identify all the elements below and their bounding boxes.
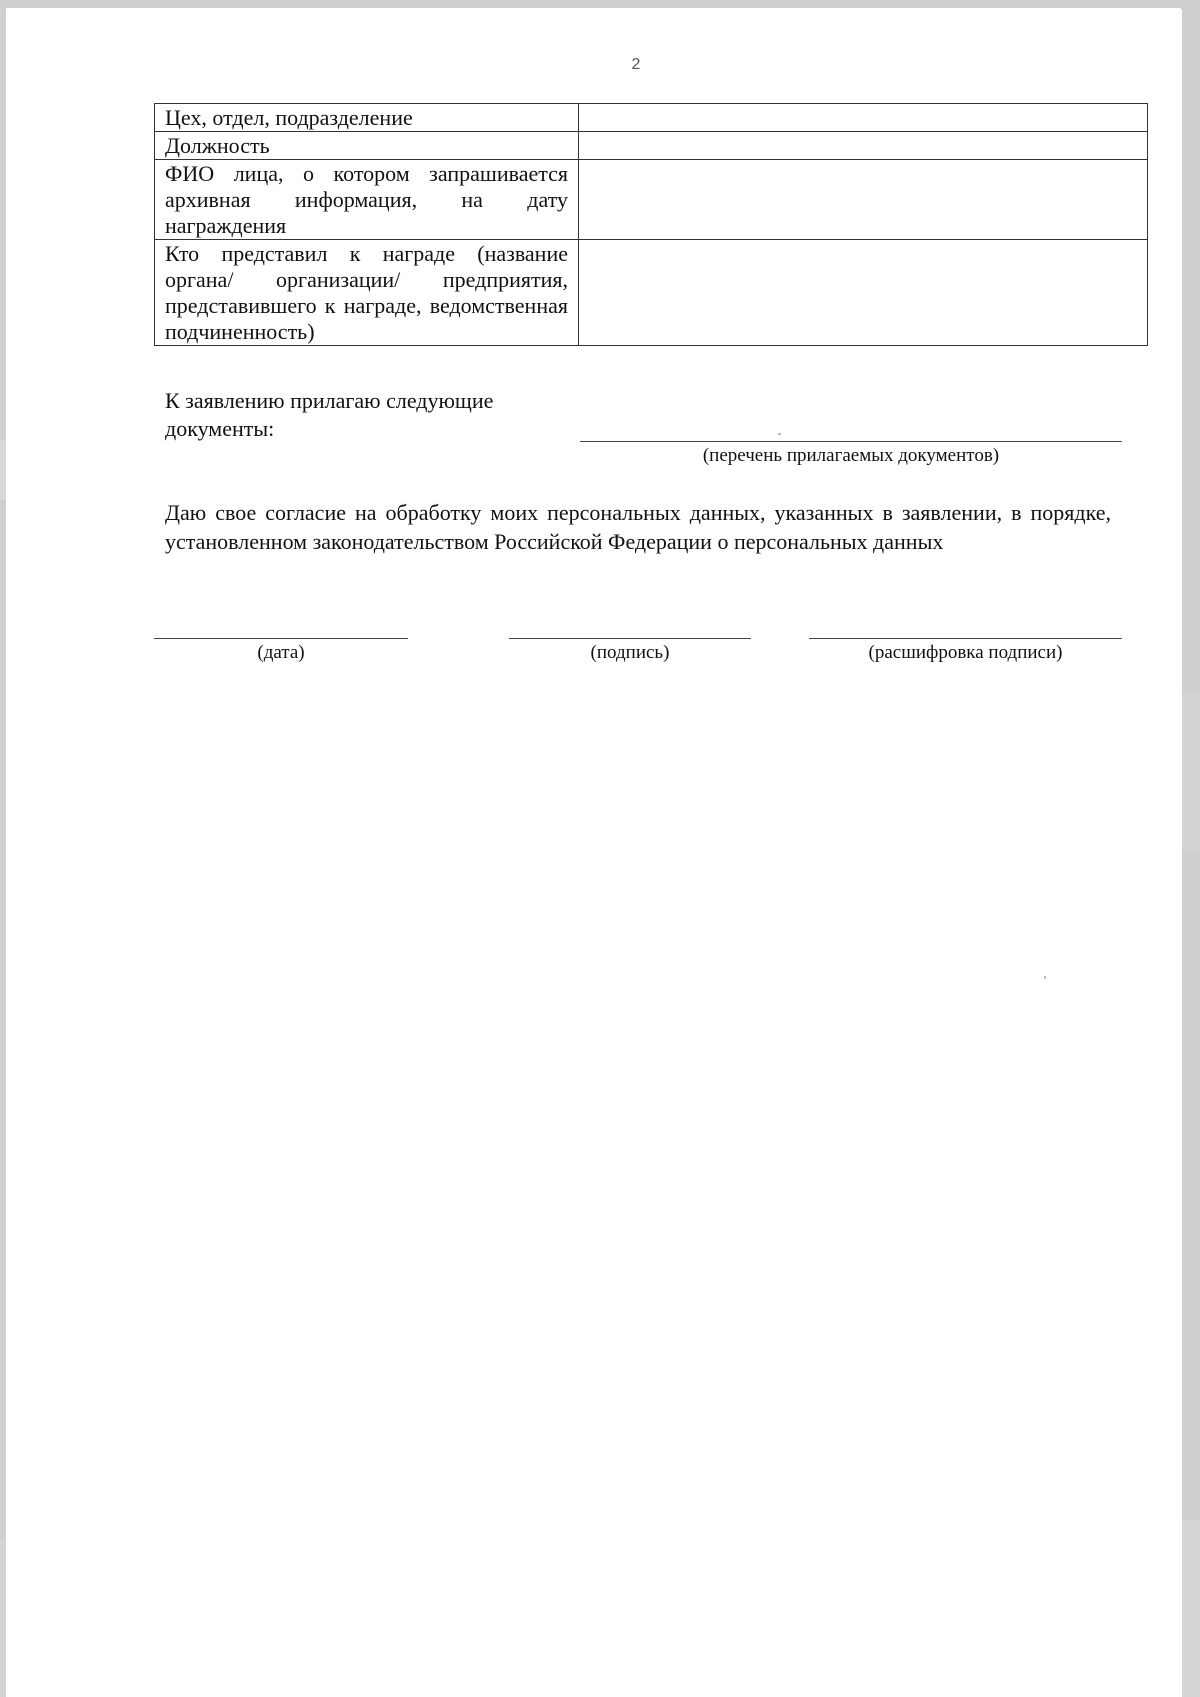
signature-decoding-blank-line[interactable] xyxy=(809,638,1122,639)
archive-request-table xyxy=(154,103,1148,346)
row-label-position: Должность xyxy=(155,132,579,160)
signature-caption: (подпись) xyxy=(590,642,670,663)
row-value-position[interactable] xyxy=(579,132,1148,160)
personal-data-consent-text: Даю свое согласие на обработку моих персональных данных, указанных в заявлении, в порядке, установленном законодательством Российской Федерации о персональных данных xyxy=(165,500,1111,554)
signature-decoding-caption: (расшифровка подписи) xyxy=(868,642,1063,663)
attachments-label: К заявлению прилагаю следующие документы: xyxy=(165,388,494,441)
row-label-full-name: ФИО лица, о котором запрашивается архивная информация, на дату награждения xyxy=(155,160,579,240)
table-row xyxy=(155,104,1148,132)
page-number: 2 xyxy=(631,56,641,73)
signature-blank-line[interactable] xyxy=(509,638,751,639)
row-value-nominated-by[interactable] xyxy=(579,240,1148,346)
table-row xyxy=(155,132,1148,160)
row-value-full-name[interactable] xyxy=(579,160,1148,240)
date-caption: (дата) xyxy=(257,642,305,663)
row-label-nominated-by: Кто представил к награде (название органа/ организации/ предприятия, представившего к награде, ведомственная подчиненность) xyxy=(155,240,579,346)
attachments-blank-line[interactable] xyxy=(580,441,1122,442)
table-row xyxy=(155,240,1148,346)
date-blank-line[interactable] xyxy=(154,638,408,639)
row-value-department[interactable] xyxy=(579,104,1148,132)
row-label-department: Цех, отдел, подразделение xyxy=(155,104,579,132)
attachments-caption: (перечень прилагаемых документов) xyxy=(702,445,1000,466)
table-row xyxy=(155,160,1148,240)
